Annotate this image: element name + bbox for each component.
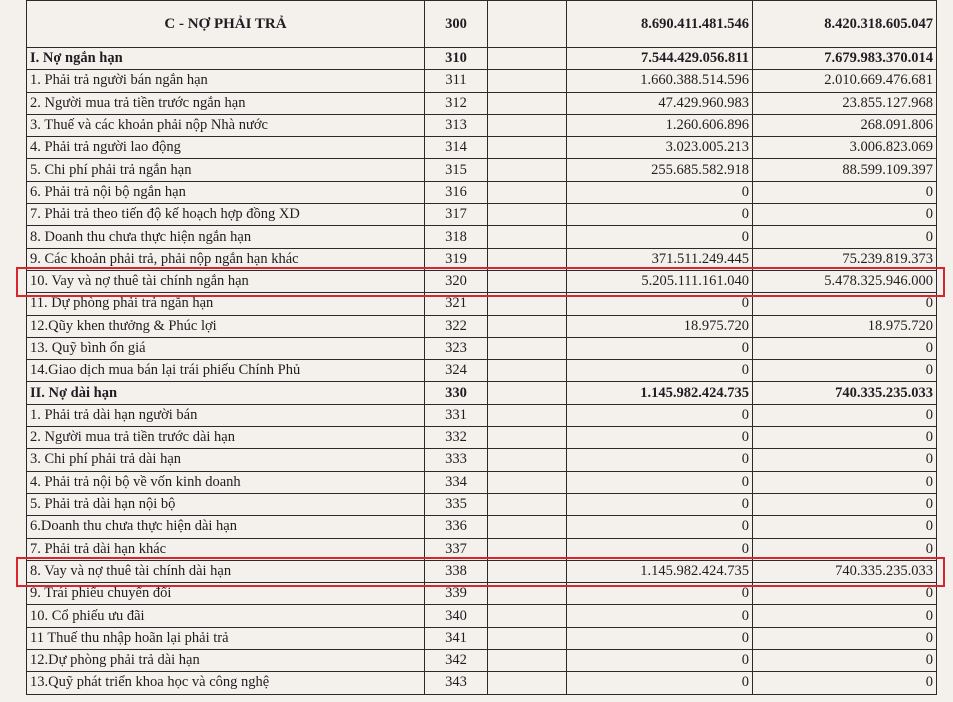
row-previous-value: 88.599.109.397 bbox=[753, 159, 937, 181]
row-current-value: 0 bbox=[567, 449, 753, 471]
table-row bbox=[27, 627, 937, 649]
row-note bbox=[488, 137, 567, 159]
row-code: 336 bbox=[425, 516, 488, 538]
row-note bbox=[488, 159, 567, 181]
row-current-value: 0 bbox=[567, 538, 753, 560]
table-row bbox=[27, 204, 937, 226]
row-current-value: 0 bbox=[567, 516, 753, 538]
table-row bbox=[27, 382, 937, 404]
table-row-highlighted bbox=[27, 560, 937, 582]
row-current-value: 0 bbox=[567, 360, 753, 382]
table-row bbox=[27, 360, 937, 382]
row-current-value: 0 bbox=[567, 226, 753, 248]
row-previous-value: 268.091.806 bbox=[753, 114, 937, 136]
previous-total: 8.420.318.605.047 bbox=[753, 1, 937, 48]
table-row bbox=[27, 248, 937, 270]
row-note bbox=[488, 627, 567, 649]
row-current-value: 0 bbox=[567, 427, 753, 449]
row-code: 333 bbox=[425, 449, 488, 471]
row-name: 1. Phải trả người bán ngắn hạn bbox=[27, 70, 425, 92]
row-previous-value: 0 bbox=[753, 493, 937, 515]
table-row bbox=[27, 538, 937, 560]
row-note bbox=[488, 449, 567, 471]
row-code: 337 bbox=[425, 538, 488, 560]
row-name: 3. Thuế và các khoản phải nộp Nhà nước bbox=[27, 114, 425, 136]
row-code: 332 bbox=[425, 427, 488, 449]
row-code: 316 bbox=[425, 181, 488, 203]
table-row bbox=[27, 516, 937, 538]
row-name: 6. Phải trả nội bộ ngắn hạn bbox=[27, 181, 425, 203]
row-previous-value: 740.335.235.033 bbox=[753, 382, 937, 404]
row-current-value: 255.685.582.918 bbox=[567, 159, 753, 181]
row-code: 318 bbox=[425, 226, 488, 248]
row-current-value: 18.975.720 bbox=[567, 315, 753, 337]
row-current-value: 0 bbox=[567, 204, 753, 226]
row-note bbox=[488, 270, 567, 292]
row-previous-value: 0 bbox=[753, 627, 937, 649]
row-name: 12.Dự phòng phải trả dài hạn bbox=[27, 650, 425, 672]
row-current-value: 5.205.111.161.040 bbox=[567, 270, 753, 292]
row-note bbox=[488, 382, 567, 404]
row-name: 7. Phải trả theo tiến độ kế hoạch hợp đồng XD bbox=[27, 204, 425, 226]
row-current-value: 1.145.982.424.735 bbox=[567, 382, 753, 404]
row-name: II. Nợ dài hạn bbox=[27, 382, 425, 404]
row-previous-value: 0 bbox=[753, 605, 937, 627]
row-code: 343 bbox=[425, 672, 488, 694]
row-name: 7. Phải trả dài hạn khác bbox=[27, 538, 425, 560]
row-code: 341 bbox=[425, 627, 488, 649]
row-code: 311 bbox=[425, 70, 488, 92]
row-note bbox=[488, 538, 567, 560]
table-row bbox=[27, 493, 937, 515]
table-row bbox=[27, 114, 937, 136]
table-row bbox=[27, 315, 937, 337]
row-name: 9. Trái phiếu chuyển đổi bbox=[27, 583, 425, 605]
table-row bbox=[27, 137, 937, 159]
row-name: 8. Doanh thu chưa thực hiện ngắn hạn bbox=[27, 226, 425, 248]
row-current-value: 47.429.960.983 bbox=[567, 92, 753, 114]
row-previous-value: 3.006.823.069 bbox=[753, 137, 937, 159]
row-current-value: 0 bbox=[567, 627, 753, 649]
row-name: I. Nợ ngắn hạn bbox=[27, 48, 425, 70]
row-note bbox=[488, 427, 567, 449]
row-previous-value: 18.975.720 bbox=[753, 315, 937, 337]
row-code: 315 bbox=[425, 159, 488, 181]
row-name: 3. Chi phí phải trả dài hạn bbox=[27, 449, 425, 471]
row-previous-value: 740.335.235.033 bbox=[753, 560, 937, 582]
row-note bbox=[488, 583, 567, 605]
section-title: C - NỢ PHẢI TRẢ bbox=[27, 1, 425, 48]
row-previous-value: 5.478.325.946.000 bbox=[753, 270, 937, 292]
row-code: 330 bbox=[425, 382, 488, 404]
row-previous-value: 0 bbox=[753, 181, 937, 203]
row-current-value: 371.511.249.445 bbox=[567, 248, 753, 270]
row-current-value: 0 bbox=[567, 493, 753, 515]
row-name: 13.Quỹ phát triển khoa học và công nghệ bbox=[27, 672, 425, 694]
row-previous-value: 0 bbox=[753, 449, 937, 471]
row-name: 12.Qũy khen thưởng & Phúc lợi bbox=[27, 315, 425, 337]
row-name: 8. Vay và nợ thuê tài chính dài hạn bbox=[27, 560, 425, 582]
table-row bbox=[27, 337, 937, 359]
row-code: 324 bbox=[425, 360, 488, 382]
row-note bbox=[488, 181, 567, 203]
row-previous-value: 2.010.669.476.681 bbox=[753, 70, 937, 92]
row-previous-value: 0 bbox=[753, 583, 937, 605]
row-note bbox=[488, 70, 567, 92]
row-previous-value: 7.679.983.370.014 bbox=[753, 48, 937, 70]
row-code: 323 bbox=[425, 337, 488, 359]
row-previous-value: 0 bbox=[753, 204, 937, 226]
row-name: 11. Dự phòng phải trả ngắn hạn bbox=[27, 293, 425, 315]
table-row bbox=[27, 583, 937, 605]
table-row bbox=[27, 471, 937, 493]
row-name: 2. Người mua trả tiền trước ngắn hạn bbox=[27, 92, 425, 114]
row-previous-value: 0 bbox=[753, 360, 937, 382]
table-row bbox=[27, 48, 937, 70]
row-code: 342 bbox=[425, 650, 488, 672]
row-previous-value: 0 bbox=[753, 471, 937, 493]
row-code: 310 bbox=[425, 48, 488, 70]
row-current-value: 0 bbox=[567, 650, 753, 672]
row-current-value: 7.544.429.056.811 bbox=[567, 48, 753, 70]
row-note bbox=[488, 248, 567, 270]
row-name: 14.Giao dịch mua bán lại trái phiếu Chính Phủ bbox=[27, 360, 425, 382]
row-current-value: 0 bbox=[567, 337, 753, 359]
row-note bbox=[488, 204, 567, 226]
row-note bbox=[488, 672, 567, 694]
row-name: 10. Vay và nợ thuê tài chính ngắn hạn bbox=[27, 270, 425, 292]
row-name: 4. Phải trả nội bộ về vốn kinh doanh bbox=[27, 471, 425, 493]
row-note bbox=[488, 337, 567, 359]
note-cell bbox=[488, 1, 567, 48]
table-row-highlighted bbox=[27, 270, 937, 292]
row-current-value: 0 bbox=[567, 404, 753, 426]
table-row bbox=[27, 70, 937, 92]
row-previous-value: 0 bbox=[753, 404, 937, 426]
row-note bbox=[488, 471, 567, 493]
row-current-value: 0 bbox=[567, 181, 753, 203]
row-code: 338 bbox=[425, 560, 488, 582]
row-previous-value: 75.239.819.373 bbox=[753, 248, 937, 270]
row-name: 5. Chi phí phải trả ngắn hạn bbox=[27, 159, 425, 181]
row-note bbox=[488, 516, 567, 538]
row-note bbox=[488, 404, 567, 426]
table-row bbox=[27, 605, 937, 627]
row-note bbox=[488, 560, 567, 582]
row-note bbox=[488, 48, 567, 70]
row-previous-value: 0 bbox=[753, 650, 937, 672]
row-code: 312 bbox=[425, 92, 488, 114]
row-name: 5. Phải trả dài hạn nội bộ bbox=[27, 493, 425, 515]
row-code: 322 bbox=[425, 315, 488, 337]
table-row bbox=[27, 650, 937, 672]
row-code: 320 bbox=[425, 270, 488, 292]
row-current-value: 1.660.388.514.596 bbox=[567, 70, 753, 92]
row-current-value: 0 bbox=[567, 605, 753, 627]
table-row bbox=[27, 293, 937, 315]
row-note bbox=[488, 293, 567, 315]
row-name: 2. Người mua trả tiền trước dài hạn bbox=[27, 427, 425, 449]
table-row bbox=[27, 159, 937, 181]
row-code: 319 bbox=[425, 248, 488, 270]
section-code: 300 bbox=[425, 1, 488, 48]
row-previous-value: 0 bbox=[753, 427, 937, 449]
row-note bbox=[488, 92, 567, 114]
row-code: 339 bbox=[425, 583, 488, 605]
table-header-row bbox=[27, 1, 937, 48]
row-note bbox=[488, 114, 567, 136]
row-previous-value: 0 bbox=[753, 337, 937, 359]
row-current-value: 0 bbox=[567, 471, 753, 493]
row-previous-value: 23.855.127.968 bbox=[753, 92, 937, 114]
current-total: 8.690.411.481.546 bbox=[567, 1, 753, 48]
row-previous-value: 0 bbox=[753, 672, 937, 694]
row-code: 334 bbox=[425, 471, 488, 493]
row-previous-value: 0 bbox=[753, 516, 937, 538]
row-code: 313 bbox=[425, 114, 488, 136]
row-note bbox=[488, 315, 567, 337]
row-name: 10. Cổ phiếu ưu đãi bbox=[27, 605, 425, 627]
row-current-value: 1.145.982.424.735 bbox=[567, 560, 753, 582]
table-row bbox=[27, 449, 937, 471]
row-name: 9. Các khoản phải trả, phải nộp ngắn hạn khác bbox=[27, 248, 425, 270]
liabilities-table bbox=[26, 0, 937, 695]
table-row bbox=[27, 92, 937, 114]
row-previous-value: 0 bbox=[753, 226, 937, 248]
table-row bbox=[27, 672, 937, 694]
table-row bbox=[27, 404, 937, 426]
row-note bbox=[488, 226, 567, 248]
row-name: 1. Phải trả dài hạn người bán bbox=[27, 404, 425, 426]
row-current-value: 0 bbox=[567, 293, 753, 315]
row-previous-value: 0 bbox=[753, 538, 937, 560]
table-row bbox=[27, 181, 937, 203]
row-note bbox=[488, 493, 567, 515]
row-note bbox=[488, 605, 567, 627]
table-row bbox=[27, 427, 937, 449]
row-name: 11 Thuế thu nhập hoãn lại phải trả bbox=[27, 627, 425, 649]
row-note bbox=[488, 650, 567, 672]
row-current-value: 3.023.005.213 bbox=[567, 137, 753, 159]
row-code: 317 bbox=[425, 204, 488, 226]
row-current-value: 1.260.606.896 bbox=[567, 114, 753, 136]
row-current-value: 0 bbox=[567, 583, 753, 605]
row-name: 4. Phải trả người lao động bbox=[27, 137, 425, 159]
table-row bbox=[27, 226, 937, 248]
row-previous-value: 0 bbox=[753, 293, 937, 315]
row-current-value: 0 bbox=[567, 672, 753, 694]
row-code: 331 bbox=[425, 404, 488, 426]
row-code: 335 bbox=[425, 493, 488, 515]
row-code: 314 bbox=[425, 137, 488, 159]
row-code: 340 bbox=[425, 605, 488, 627]
row-name: 6.Doanh thu chưa thực hiện dài hạn bbox=[27, 516, 425, 538]
row-name: 13. Quỹ bình ổn giá bbox=[27, 337, 425, 359]
row-code: 321 bbox=[425, 293, 488, 315]
row-note bbox=[488, 360, 567, 382]
